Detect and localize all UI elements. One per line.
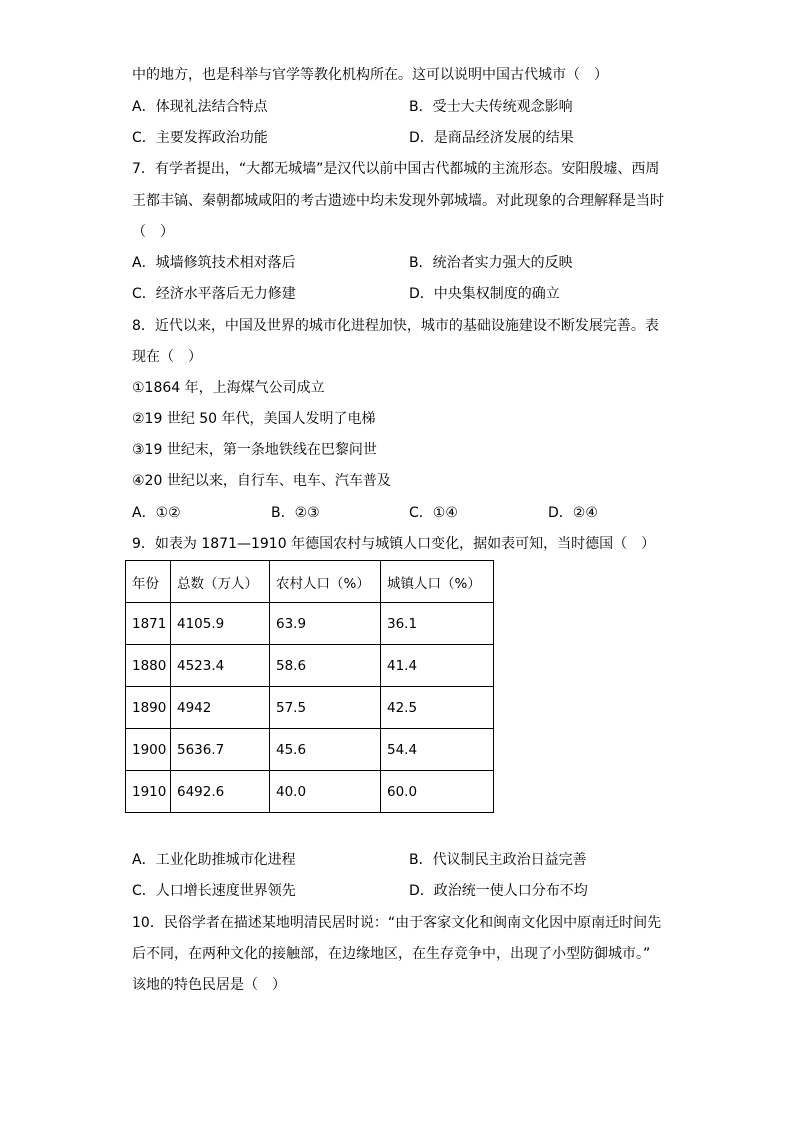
q8-stem-line2: 现在（ ） (132, 349, 202, 365)
table-header-row (126, 561, 494, 603)
table-cell: 63.9 (270, 603, 381, 645)
q6-stem-tail: 中的地方，也是科举与官学等教化机构所在。这可以说明中国古代城市（ ） (132, 67, 608, 83)
q10-stem-line3: 该地的特色民居是（ ） (132, 977, 286, 993)
table-cell: 1910 (126, 771, 171, 813)
q7-option-c[interactable]: C．经济水平落后无力修建 (132, 286, 296, 302)
table-row (126, 645, 494, 687)
table-cell: 6492.6 (171, 771, 270, 813)
q8-option-b[interactable]: B．②③ (271, 505, 320, 521)
q8-stem-line1: 8．近代以来，中国及世界的城市化进程加快，城市的基础设施建设不断发展完善。表 (132, 318, 659, 334)
q9-option-a[interactable]: A．工业化助推城市化进程 (132, 852, 296, 868)
q9-stem: 9．如表为 1871—1910 年德国农村与城镇人口变化，据如表可知，当时德国（ ） (132, 536, 656, 552)
table-row (126, 729, 494, 771)
table-cell: 1890 (126, 687, 171, 729)
q8-option-a[interactable]: A．①② (132, 505, 181, 521)
table-cell: 40.0 (270, 771, 381, 813)
q8-item-4: ④20 世纪以来，自行车、电车、汽车普及 (132, 473, 391, 489)
table-row (126, 687, 494, 729)
table-cell: 41.4 (381, 645, 494, 687)
q10-stem-line1: 10．民俗学者在描述某地明清民居时说：“由于客家文化和闽南文化因中原南迁时间先 (132, 915, 662, 931)
q7-stem-line3: （ ） (132, 224, 174, 240)
q7-option-b[interactable]: B．统治者实力强大的反映 (409, 255, 573, 271)
table-cell: 4942 (171, 687, 270, 729)
table-cell: 45.6 (270, 729, 381, 771)
table-cell: 36.1 (381, 603, 494, 645)
table-cell: 5636.7 (171, 729, 270, 771)
q6-option-a[interactable]: A．体现礼法结合特点 (132, 99, 268, 115)
table-cell: 60.0 (381, 771, 494, 813)
table-cell: 54.4 (381, 729, 494, 771)
q8-item-1: ①1864 年，上海煤气公司成立 (132, 380, 325, 396)
table-cell: 42.5 (381, 687, 494, 729)
table-cell: 58.6 (270, 645, 381, 687)
q8-option-d[interactable]: D．②④ (548, 505, 598, 521)
table-row (126, 603, 494, 645)
table-cell: 4105.9 (171, 603, 270, 645)
table-header-cell: 城镇人口（%） (381, 561, 494, 603)
q8-option-c[interactable]: C．①④ (409, 505, 458, 521)
table-cell: 1880 (126, 645, 171, 687)
q8-item-3: ③19 世纪末，第一条地铁线在巴黎问世 (132, 442, 377, 458)
table-cell: 1871 (126, 603, 171, 645)
table-header-cell: 年份 (126, 561, 171, 603)
q6-option-b[interactable]: B．受士大夫传统观念影响 (409, 99, 573, 115)
q7-stem-line1: 7．有学者提出，“大都无城墙”是汉代以前中国古代都城的主流形态。安阳殷墟、西周 (132, 161, 660, 177)
q6-option-d[interactable]: D．是商品经济发展的结果 (409, 130, 574, 146)
population-table (125, 560, 494, 813)
table-header-cell: 总数（万人） (171, 561, 270, 603)
q10-stem-line2: 后不同，在两种文化的接触部，在边缘地区，在生存竞争中，出现了小型防御城市。” (132, 946, 651, 962)
q9-option-c[interactable]: C．人口增长速度世界领先 (132, 883, 296, 899)
table-row (126, 771, 494, 813)
q7-option-d[interactable]: D．中央集权制度的确立 (409, 286, 560, 302)
table-cell: 57.5 (270, 687, 381, 729)
q7-option-a[interactable]: A．城墙修筑技术相对落后 (132, 255, 296, 271)
table-cell: 1900 (126, 729, 171, 771)
q6-option-c[interactable]: C．主要发挥政治功能 (132, 130, 268, 146)
q9-option-d[interactable]: D．政治统一使人口分布不均 (409, 883, 588, 899)
q9-option-b[interactable]: B．代议制民主政治日益完善 (409, 852, 587, 868)
q8-item-2: ②19 世纪 50 年代，美国人发明了电梯 (132, 411, 376, 427)
table-cell: 4523.4 (171, 645, 270, 687)
table-header-cell: 农村人口（%） (270, 561, 381, 603)
q7-stem-line2: 王都丰镐、秦朝都城咸阳的考古遗迹中均未发现外郭城墙。对此现象的合理解释是当时 (132, 193, 664, 209)
